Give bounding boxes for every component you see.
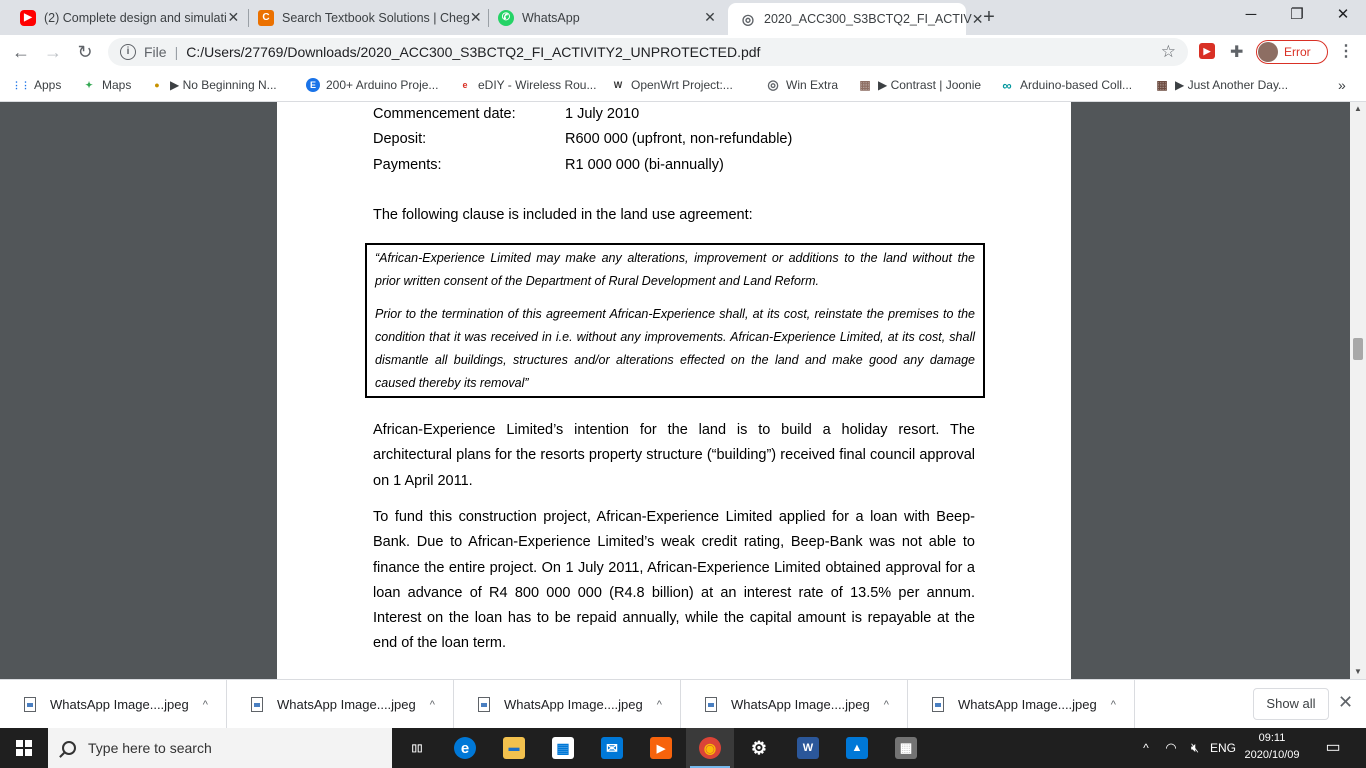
- whatsapp-icon: ✆: [498, 10, 514, 26]
- volume-muted-icon[interactable]: 🔇︎: [1190, 740, 1200, 755]
- download-bar: [0, 679, 1366, 728]
- image-file-icon: [24, 697, 36, 712]
- extension-icon[interactable]: ▶: [1199, 43, 1215, 59]
- chrome-button[interactable]: [686, 728, 734, 768]
- download-item[interactable]: [454, 680, 681, 729]
- bookmarks-more-icon[interactable]: »: [1338, 77, 1346, 93]
- download-item[interactable]: [908, 680, 1135, 729]
- tab-strip: [0, 0, 1366, 35]
- bookmark-star-icon[interactable]: ☆: [1160, 42, 1176, 61]
- profile-error-button[interactable]: [1256, 40, 1328, 64]
- bookmark-maps[interactable]: [82, 76, 131, 94]
- info-icon[interactable]: i: [120, 44, 136, 60]
- chevron-up-icon[interactable]: ^: [202, 698, 208, 711]
- chevron-up-icon[interactable]: ^: [429, 698, 435, 711]
- minimize-button[interactable]: ─: [1245, 6, 1257, 23]
- commencement-label: Commencement date:: [373, 106, 516, 122]
- forward-button[interactable]: →: [44, 42, 62, 62]
- edge-button[interactable]: [441, 728, 489, 768]
- download-item[interactable]: [681, 680, 908, 729]
- clause-quote-box: [365, 243, 985, 398]
- task-view-button[interactable]: [393, 728, 441, 768]
- chevron-up-icon[interactable]: ^: [883, 698, 889, 711]
- restore-button[interactable]: ❐: [1290, 6, 1304, 23]
- bookmark-label: Apps: [34, 78, 62, 92]
- bookmark-label: Maps: [102, 78, 132, 92]
- chevron-up-icon[interactable]: ^: [656, 698, 662, 711]
- bookmark-arduino-projects[interactable]: [306, 76, 438, 94]
- search-icon: [62, 741, 76, 755]
- file-explorer-button[interactable]: [490, 728, 538, 768]
- tab-title: Search Textbook Solutions | Cheg: [282, 10, 470, 25]
- tab-chegg[interactable]: [238, 0, 488, 35]
- image-file-icon: [932, 697, 944, 712]
- task-view-icon: ▯▯: [411, 742, 423, 754]
- calculator-icon: ▦: [895, 737, 917, 759]
- windows-logo-icon: [16, 740, 32, 756]
- close-icon[interactable]: ✕: [227, 9, 240, 25]
- mail-icon: ✉: [601, 737, 623, 759]
- taskbar-search-box[interactable]: [48, 728, 392, 768]
- openwrt-icon: W: [613, 80, 623, 90]
- bookmark-openwrt[interactable]: [611, 76, 733, 94]
- bookmark-arduino-coll[interactable]: [1000, 76, 1132, 94]
- paragraph-intention: African-Experience Limited’s intention for the land is to build a holiday resort. The architectural plans for the resorts property structure (“building”) received final council approval on 1 April 2011.: [373, 422, 975, 489]
- download-name: WhatsApp Image....jpeg: [958, 697, 1097, 712]
- profile-error-label: Error: [1284, 45, 1311, 59]
- chegg-icon: C: [258, 10, 274, 26]
- bookmark-contrast-joonie[interactable]: [858, 76, 981, 94]
- bookmark-label: eDIY - Wireless Rou...: [478, 78, 597, 92]
- mail-button[interactable]: [588, 728, 636, 768]
- image-icon: ▦: [1156, 78, 1168, 92]
- avatar-icon: ●: [154, 80, 160, 90]
- tab-pdf-active[interactable]: [728, 3, 984, 35]
- close-icon[interactable]: ✕: [971, 10, 984, 27]
- download-name: WhatsApp Image....jpeg: [50, 697, 189, 712]
- payments-label: Payments:: [373, 157, 442, 173]
- bookmark-win-extra[interactable]: [766, 76, 838, 94]
- payments-value: R1 000 000 (bi-annually): [565, 157, 724, 173]
- tab-whatsapp[interactable]: [478, 0, 728, 35]
- arduino-icon: ∞: [1002, 77, 1012, 93]
- store-button[interactable]: [539, 728, 587, 768]
- bookmark-label: ▶ Just Another Day...: [1175, 78, 1289, 92]
- wifi-icon[interactable]: ◠: [1165, 740, 1177, 755]
- file-label: File: [144, 44, 167, 60]
- tab-title: 2020_ACC300_S3BCTQ2_FI_ACTIV: [764, 12, 972, 26]
- scroll-down-icon[interactable]: ▼: [1354, 667, 1362, 676]
- deposit-label: Deposit:: [373, 131, 427, 147]
- new-tab-button[interactable]: +: [983, 6, 995, 28]
- media-player-icon: ▶: [650, 737, 672, 759]
- calculator-button[interactable]: [882, 728, 930, 768]
- quote-paragraph-2: Prior to the termination of this agreement African-Experience shall, at its cost, reinstate the premises to the condition that it was received in i.e. without any improvements. African-Experience Limited, at its cost, shall dismantle all buildings, structures and/or alterations effected on the land and make good any damage caused thereby its removal”: [375, 306, 975, 391]
- system-clock[interactable]: [1240, 730, 1304, 766]
- scroll-thumb[interactable]: [1353, 338, 1363, 360]
- clause-intro: The following clause is included in the land use agreement:: [373, 207, 753, 223]
- scroll-up-icon[interactable]: ▲: [1354, 104, 1362, 113]
- bookmark-label: OpenWrt Project:...: [631, 78, 733, 92]
- chevron-up-icon[interactable]: ^: [1110, 698, 1116, 711]
- close-icon[interactable]: ✕: [469, 9, 482, 25]
- globe-icon: ◎: [767, 77, 779, 92]
- deposit-value: R600 000 (upfront, non-refundable): [565, 131, 793, 147]
- tab-title: WhatsApp: [522, 10, 580, 25]
- clock-time: 09:11: [1258, 732, 1286, 744]
- avatar: [1258, 42, 1278, 62]
- close-icon[interactable]: ✕: [704, 9, 716, 25]
- bookmarks-bar: [0, 69, 1366, 102]
- tab-youtube[interactable]: [0, 0, 248, 35]
- clock-date: 2020/10/09: [1244, 749, 1300, 761]
- bookmark-no-beginning[interactable]: [150, 76, 277, 94]
- bookmark-label: Win Extra: [786, 78, 839, 92]
- extensions-puzzle-icon[interactable]: ✚: [1230, 44, 1244, 61]
- download-item[interactable]: [0, 680, 227, 729]
- settings-icon: ⚙: [750, 737, 768, 758]
- bookmark-label: 200+ Arduino Proje...: [326, 78, 439, 92]
- youtube-icon: ▶: [20, 10, 36, 26]
- paragraph-funding: To fund this construction project, African-Experience Limited applied for a loan with Beep-Bank. Due to African-Experience Limited’s weak credit rating, Beep-Bank was not able to finance the entire project. On 1 July 2011, African-Experience Limited obtained approval for a loan advance of R4 800 000 000 (R4.8 billion) at an interest rate of 13.5% per annum. Interest on the loan has to be repaid annually, while the capital amount is repayable at the end of the loan term.: [373, 509, 975, 652]
- image-file-icon: [251, 697, 263, 712]
- start-button[interactable]: [0, 728, 48, 768]
- bookmark-ediy[interactable]: [458, 76, 596, 94]
- language-indicator[interactable]: ENG: [1209, 741, 1236, 755]
- maps-icon: ✦: [85, 79, 93, 90]
- media-player-button[interactable]: [637, 728, 685, 768]
- back-button[interactable]: ←: [12, 42, 30, 62]
- tray-chevron-icon[interactable]: ^: [1143, 741, 1149, 755]
- show-all-button[interactable]: Show all: [1253, 688, 1329, 720]
- apps-icon: ⋮⋮: [12, 79, 30, 90]
- url-separator: |: [174, 44, 179, 60]
- image-file-icon: [705, 697, 717, 712]
- photos-button[interactable]: [833, 728, 881, 768]
- reload-button[interactable]: ↻: [77, 42, 93, 62]
- search-placeholder: Type here to search: [88, 740, 212, 756]
- pdf-viewer[interactable]: [0, 102, 1350, 679]
- word-icon: W: [797, 737, 819, 759]
- globe-icon: ◎: [741, 10, 755, 27]
- url-text[interactable]: C:/Users/27769/Downloads/2020_ACC300_S3BCTQ2_FI_ACTIVITY2_UNPROTECTED.pdf: [186, 44, 761, 60]
- edge-icon: e: [454, 737, 476, 759]
- commencement-value: 1 July 2010: [565, 106, 640, 122]
- download-name: WhatsApp Image....jpeg: [731, 697, 870, 712]
- close-icon[interactable]: ✕: [1338, 692, 1354, 712]
- address-bar[interactable]: [108, 38, 1188, 66]
- pdf-page: [277, 102, 1071, 679]
- browser-menu-icon[interactable]: ⋮: [1338, 43, 1354, 60]
- image-icon: ▦: [859, 78, 871, 92]
- bookmark-apps[interactable]: [14, 76, 61, 94]
- image-file-icon: [478, 697, 490, 712]
- word-button[interactable]: [784, 728, 832, 768]
- browser-toolbar: [0, 35, 1366, 69]
- windows-taskbar: [0, 728, 1366, 768]
- notification-icon[interactable]: ▭: [1325, 739, 1341, 756]
- window-close-button[interactable]: ✕: [1336, 6, 1350, 23]
- download-item[interactable]: [227, 680, 454, 729]
- bookmark-just-another-day[interactable]: [1155, 76, 1288, 94]
- bookmark-label: ▶ No Beginning N...: [170, 78, 277, 92]
- e-icon: E: [306, 78, 320, 92]
- store-icon: ▦: [552, 737, 574, 759]
- chrome-icon: ◉: [699, 737, 721, 759]
- download-name: WhatsApp Image....jpeg: [277, 697, 416, 712]
- bookmark-label: ▶ Contrast | Joonie: [878, 78, 982, 92]
- file-explorer-icon: ▬: [503, 737, 525, 759]
- settings-button[interactable]: [735, 728, 783, 768]
- ediy-icon: e: [462, 80, 468, 90]
- download-name: WhatsApp Image....jpeg: [504, 697, 643, 712]
- tab-title: (2) Complete design and simulati: [44, 10, 227, 25]
- quote-paragraph-1: “African-Experience Limited may make any alterations, improvement or additions to the land without the prior written consent of the Department of Rural Development and Land Reform.: [375, 251, 975, 289]
- bookmark-label: Arduino-based Coll...: [1020, 78, 1133, 92]
- vertical-scrollbar[interactable]: [1350, 102, 1366, 679]
- photos-icon: ▲: [846, 737, 868, 759]
